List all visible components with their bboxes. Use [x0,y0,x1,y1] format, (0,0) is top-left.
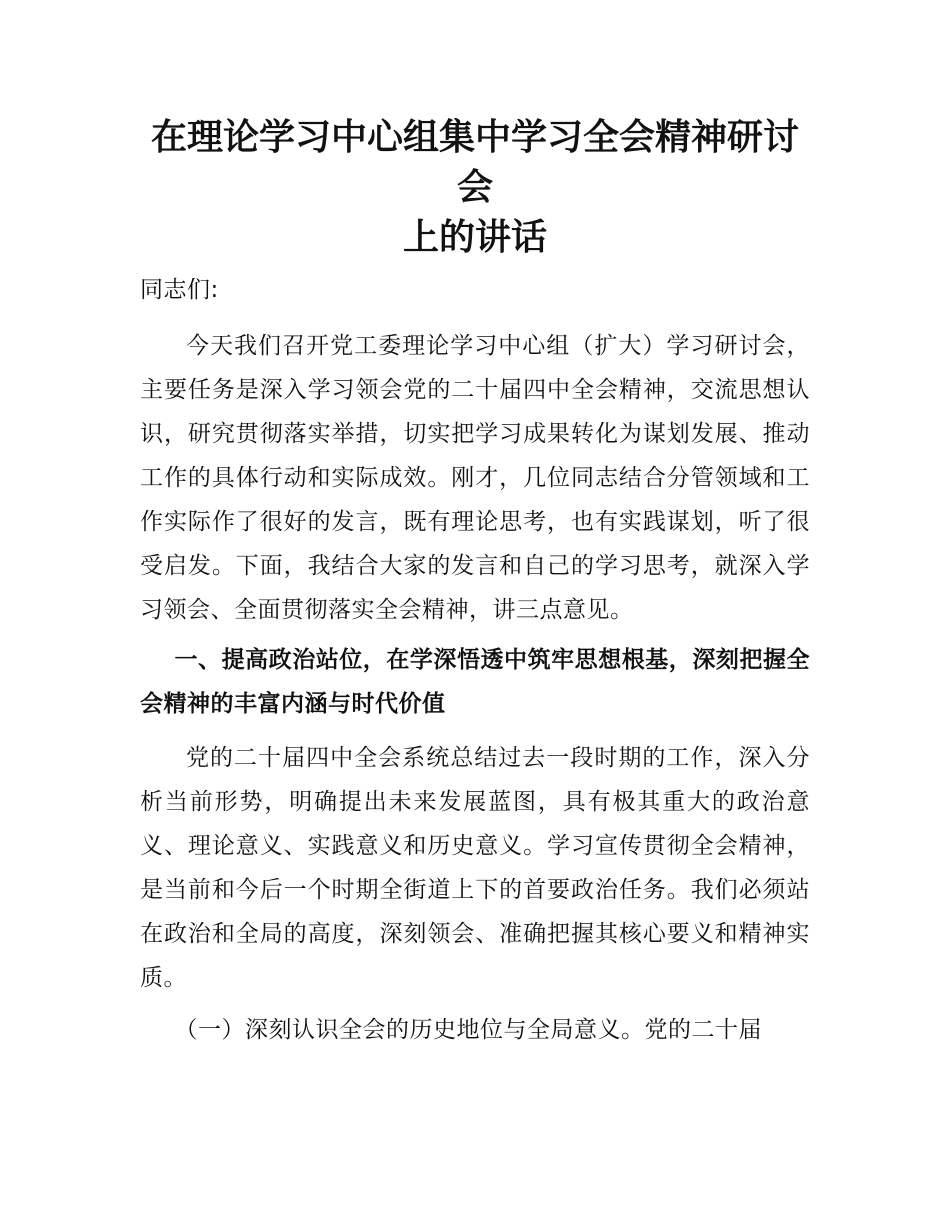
intro-paragraph: 今天我们召开党工委理论学习中心组（扩大）学习研讨会，主要任务是深入学习领会党的二十届四中全会精神，交流思想认识，研究贯彻落实举措，切实把学习成果转化为谋划发展、推动工作的具体行动和实际成效。刚才，几位同志结合分管领域和工作实际作了很好的发言，既有理论思考，也有实践谋划，听了很受启发。下面，我结合大家的发言和自己的学习思考，就深入学习领会、全面贯彻落实全会精神，讲三点意见。 [140,333,810,623]
title-line-2: 上的讲话 [402,216,547,258]
section-heading-1: 一、提高政治站位，在学深悟透中筑牢思想根基，深刻把握全会精神的丰富内涵与时代价值 [140,647,810,717]
subsection-1-paragraph: （一）深刻认识全会的历史地位与全局意义。党的二十届 [174,1017,762,1043]
title-line-1: 在理论学习中心组集中学习全会精神研讨会 [150,116,799,208]
greeting: 同志们: [140,277,219,303]
document-body [140,268,810,1058]
section-1-paragraph: 党的二十届四中全会系统总结过去一段时期的工作，深入分析当前形势，明确提出未来发展蓝图，具有极其重大的政治意义、理论意义、实践意义和历史意义。学习宣传贯彻全会精神，是当前和今后一个时期全街道上下的首要政治任务。我们必须站在政治和全局的高度，深刻领会、准确把握其核心要义和精神实质。 [140,745,810,991]
document-title [140,112,810,262]
